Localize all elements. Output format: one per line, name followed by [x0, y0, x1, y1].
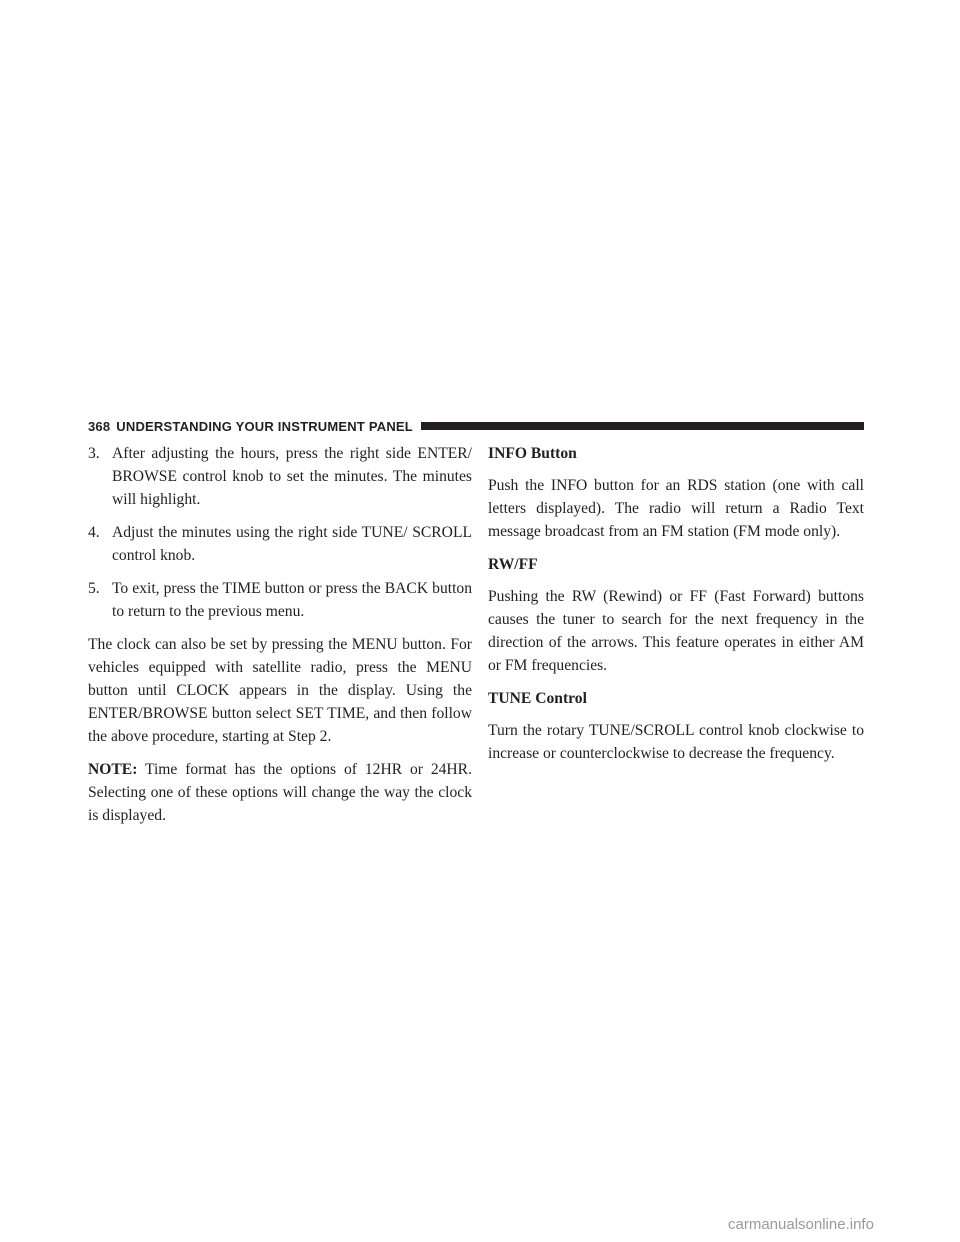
watermark: carmanualsonline.info — [728, 1216, 874, 1233]
step-item — [88, 521, 472, 567]
step-number: 4. — [88, 524, 100, 541]
section-title: UNDERSTANDING YOUR INSTRUMENT PANEL — [116, 418, 413, 434]
note-text: Time format has the options of 12HR or 24HR. Selecting one of these options will change the way the clock is displayed. — [88, 761, 472, 824]
step-text: To exit, press the TIME button or press the BACK button to return to the previous menu. — [112, 580, 472, 620]
clock-paragraph: The clock can also be set by pressing the MENU button. For vehicles equipped with satellite radio, press the MENU button until CLOCK appears in the display. Using the ENTER/BROWSE button select SET TIME, and then follow the above procedure, starting at Step 2. — [88, 636, 472, 745]
step-number: 5. — [88, 580, 100, 597]
tune-control-text: Turn the rotary TUNE/SCROLL control knob clockwise to increase or counterclockwise to decrease the frequency. — [488, 722, 864, 762]
rwff-heading: RW/FF — [488, 556, 538, 573]
step-number: 3. — [88, 445, 100, 462]
step-text: Adjust the minutes using the right side TUNE/ SCROLL control knob. — [112, 524, 472, 564]
header-rule — [421, 422, 864, 430]
step-item — [88, 577, 472, 623]
left-column — [88, 442, 472, 837]
note-paragraph — [88, 758, 472, 827]
page-header — [88, 418, 864, 434]
step-text: After adjusting the hours, press the right side ENTER/ BROWSE control knob to set the minutes. The minutes will highlight. — [112, 445, 472, 508]
step-item — [88, 442, 472, 511]
note-label: NOTE: — [88, 761, 138, 778]
info-button-heading: INFO Button — [488, 445, 577, 462]
tune-control-heading: TUNE Control — [488, 690, 587, 707]
right-column — [488, 442, 864, 775]
info-button-text: Push the INFO button for an RDS station (one with call letters displayed). The radio will return a Radio Text message broadcast from an FM station (FM mode only). — [488, 477, 864, 540]
page-number: 368 — [88, 418, 111, 434]
rwff-text: Pushing the RW (Rewind) or FF (Fast Forward) buttons causes the tuner to search for the next frequency in the direction of the arrows. This feature operates in either AM or FM frequencies. — [488, 588, 864, 674]
